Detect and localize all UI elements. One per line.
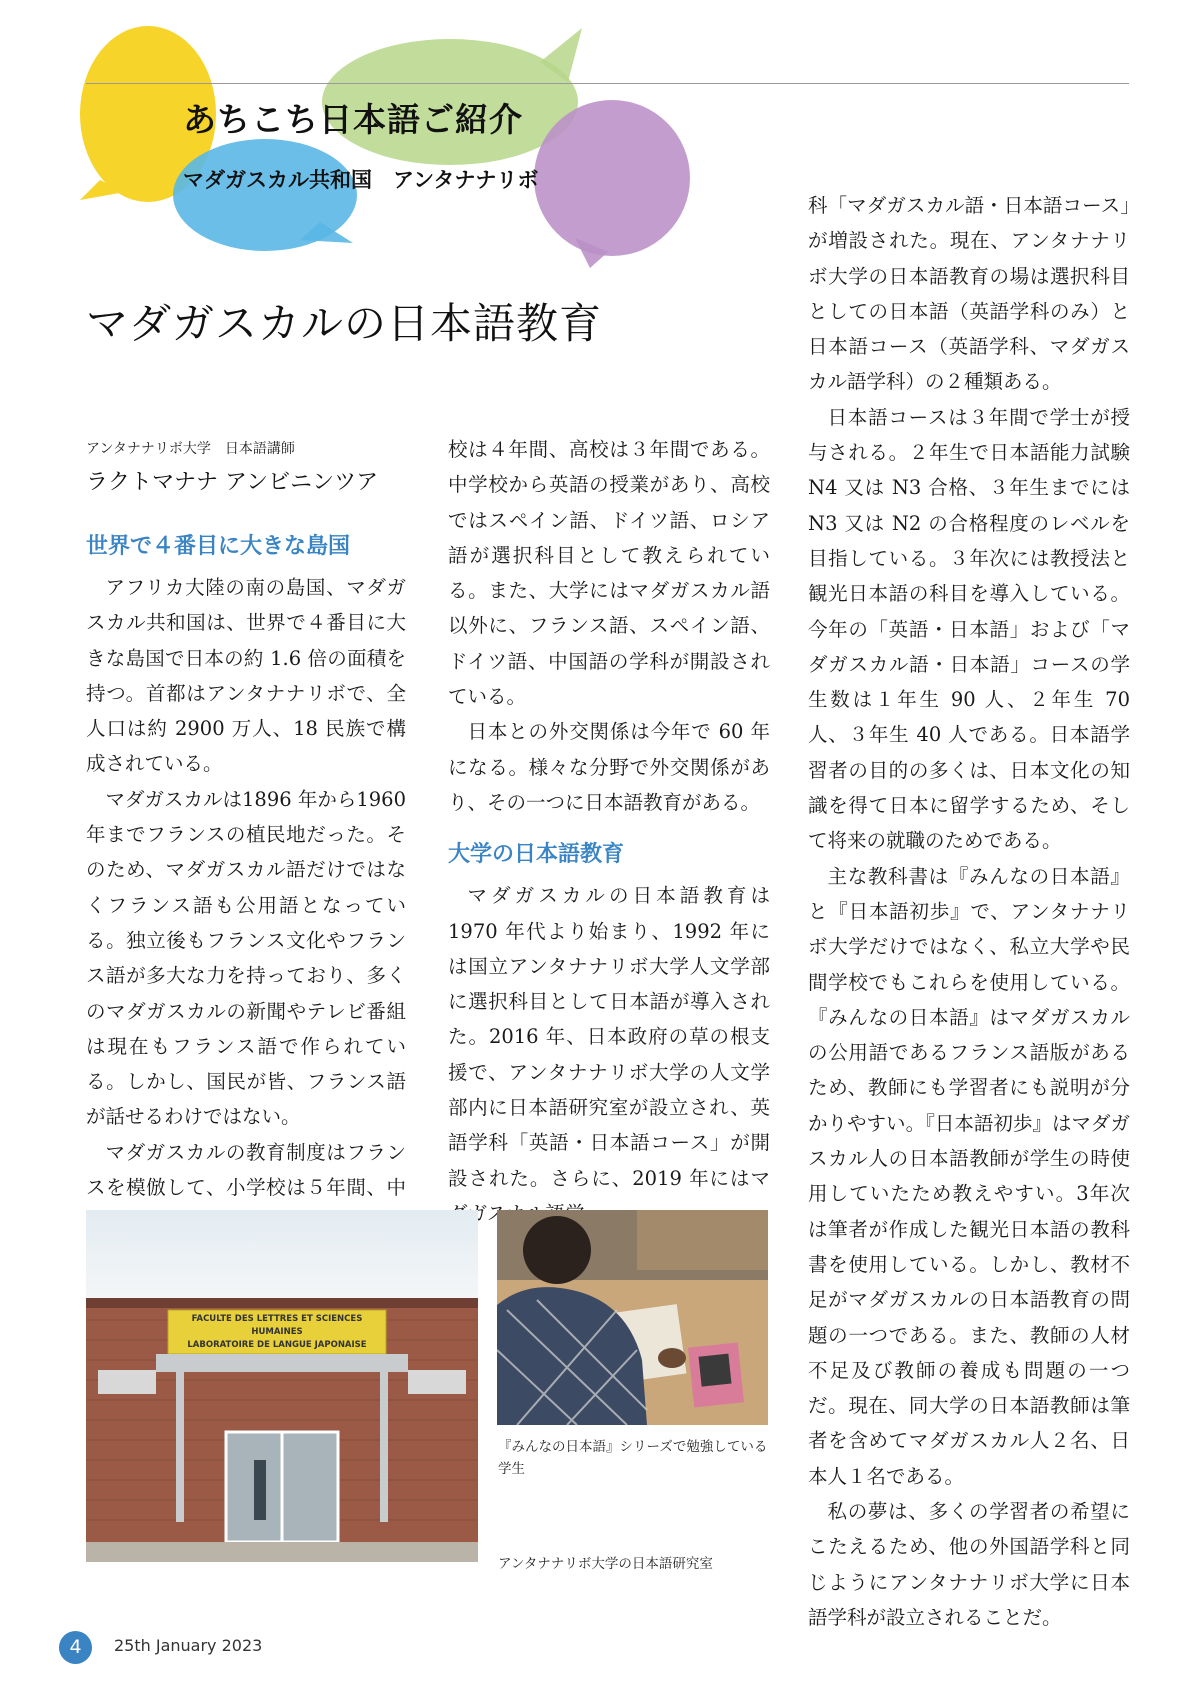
header-rule — [86, 83, 1129, 84]
paragraph: 科「マダガスカル語・日本語コース」が増設された。現在、アンタナナリボ大学の日本語教育の場は選択科目としての日本語（英語学科のみ）と日本語コース（英語学科、マダガスカル語学科）の２種類ある。 — [808, 194, 1130, 394]
paragraph: 日本との外交関係は今年で 60 年になる。様々な分野で外交関係があり、その一つに日本語教育がある。 — [448, 720, 770, 814]
building-sign: FACULTE DES LETTRES ET SCIENCES HUMAINES LABORATOIRE DE LANGUE JAPONAISE — [187, 1314, 367, 1350]
paragraph: マダガスカルの日本語教育は 1970 年代より始まり、1992 年には国立アンタナナリボ大学人文学部に選択科目として日本語が導入された。2016 年、日本政府の草の根支援で、アンタナナリボ大学の人文学部内に日本語研究室が設立され、英語学科「英語・日本語コース」が開設された。さらに、2019 年にはマ — [448, 884, 770, 1190]
page-number-badge: 4 — [59, 1631, 92, 1664]
bubble-purple — [534, 100, 690, 268]
article-title: マダガスカルの日本語教育 — [86, 299, 603, 348]
location-subtitle: マダガスカル共和国 アンタナナリボ — [183, 168, 539, 192]
section-title: あちこち日本語ご紹介 — [183, 100, 523, 139]
author-affiliation: アンタナナリボ大学 日本語講師 — [86, 441, 295, 457]
issue-date: 25th January 2023 — [114, 1636, 263, 1655]
paragraph: 校は４年間、高校は３年間である。中学校から英語の授業があり、高校ではスペイン語、ドイツ語、ロシア語が選択科目として教えられている。また、大学にはマダガスカル語以外に、フランス語、スペイン語、ドイツ語、中国語の学科が開設されている。 — [448, 438, 770, 709]
text-column-3 — [808, 188, 1130, 1635]
text-column-2 — [448, 432, 770, 1231]
paragraph: 私の夢は、多くの学習者の希望にこたえるため、他の外国語学科と同じようにアンタナナリボ大学に日本語学科が設立されることだ。 — [808, 1499, 1130, 1629]
paragraph: マダガスカルは1896 年から1960 年までフランスの植民地だった。そのため、マダガスカル語だけではなくフランス語も公用語となっている。独立後もフランス文化やフランス語が多大な力を持っており、多くのマダガスカルの新聞やテレビ番組は現在もフランス語で作られている。しかし、国民が皆、フランス語が話せるわけではない。 — [86, 787, 406, 1129]
paragraph: 日本語コースは３年間で学士が授与される。２年生で日本語能力試験 N4 又は N3 合格、３年生までには N3 又は N2 の合格程度のレベルを目指している。３年次には教授法と観光日本語の科目を導入している。今年の「英語・日本語」および「マダガスカル語・日本語」コースの学生数は１年生 90 人、２年生 70 人、３年生 40 人である。日本語学習者の目的の多くは、日本文化の知識を得て日本に留学するため、そして将来の就職のためである。 — [808, 405, 1130, 853]
building-photo-caption: アンタナナリボ大学の日本語研究室 — [498, 1556, 713, 1572]
section-heading: 大学の日本語教育 — [448, 842, 625, 868]
paragraph: マダガスカルの教育制度はフランスを模倣して、小学校は５年間、中 — [86, 1140, 406, 1200]
student-photo-caption: 『みんなの日本語』シリーズで勉強している学生 — [498, 1439, 768, 1477]
building-photo — [86, 1210, 478, 1562]
author-name: ラクトマナナ アンビニンツア — [86, 470, 379, 495]
bubble-blue — [173, 139, 357, 251]
paragraph: アフリカ大陸の南の島国、マダガスカル共和国は、世界で４番目に大きな島国で日本の約 1.6 倍の面積を持つ。首都はアンタナナリボで、全人口は約 2900 万人、18 民族で構成されている。 — [86, 576, 406, 776]
paragraph: 主な教科書は『みんなの日本語』と『日本語初歩』で、アンタナナリボ大学だけではなく、私立大学や民間学校でもこれらを使用している。『みんなの日本語』はマダガスカルの公用語であるフランス語版があるため、教師にも学習者にも説明が分かりやすい。『日本語初歩』はマダガスカル人の日本語教師が学生の時使用していたため教えやすい。3年次は筆者が作成した観光日本語の教科書を使用している。しかし、教材不足がマダガスカルの日本語教育の問題の一つである。また、教師の人材不足及び教師の養成も問題の一つだ。現在、同大学の日本語教師は筆者を含めてマダガスカル人２名、日本人１名である。 — [808, 864, 1130, 1488]
student-photo — [497, 1210, 768, 1425]
text-column-1 — [86, 530, 406, 1241]
section-heading: 世界で４番目に大きな島国 — [86, 534, 351, 559]
